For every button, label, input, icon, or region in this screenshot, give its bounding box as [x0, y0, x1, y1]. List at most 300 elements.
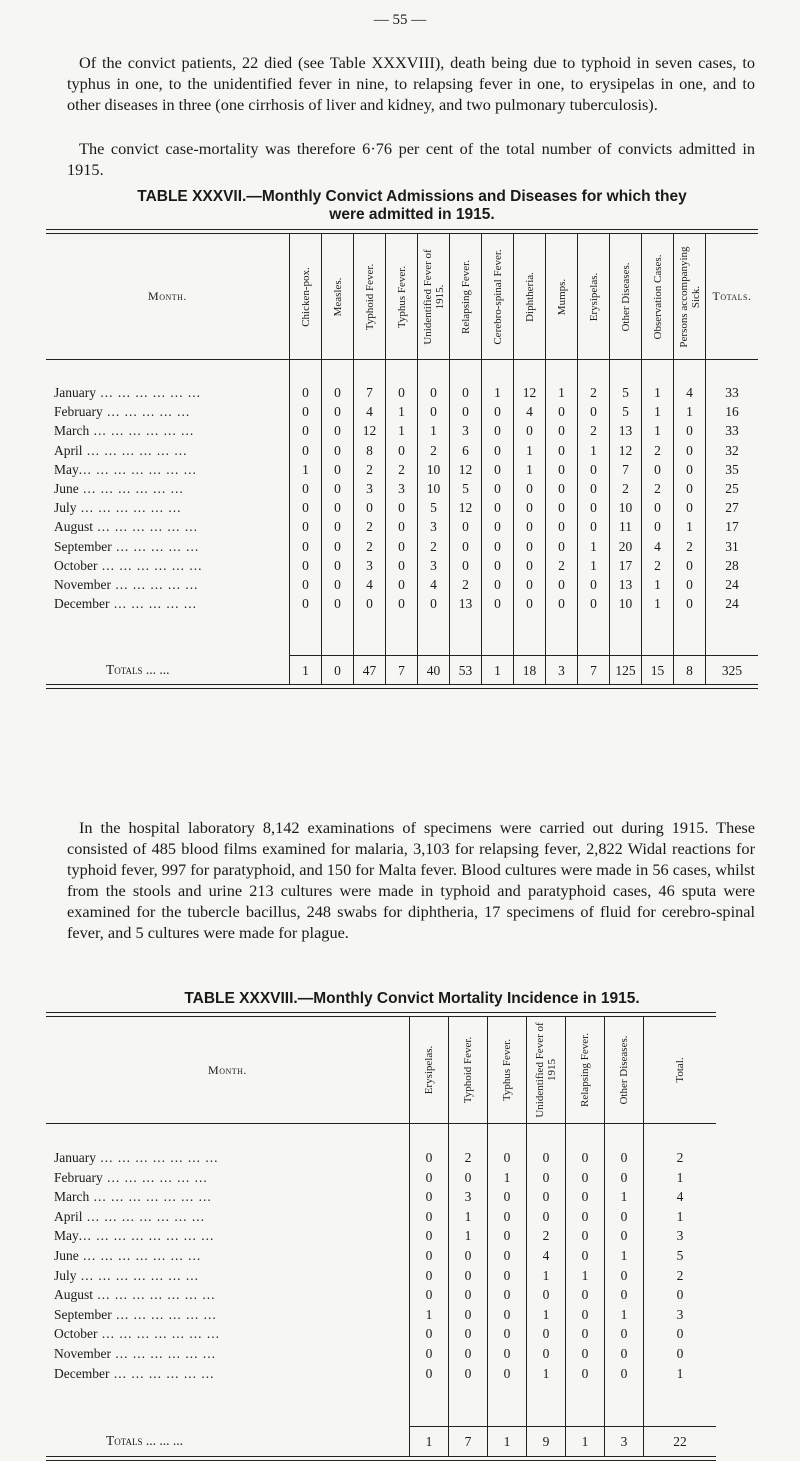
value-cell: 0 — [409, 1285, 448, 1305]
month-cell — [46, 594, 289, 613]
total-cell: 3 — [604, 1426, 643, 1456]
total-cell: 53 — [449, 655, 481, 684]
value-cell: 0 — [409, 1344, 448, 1364]
value-cell: 1 — [604, 1246, 643, 1266]
column-header — [577, 234, 609, 359]
value-cell: 0 — [604, 1266, 643, 1286]
value-cell: 0 — [385, 517, 417, 536]
value-cell: 7 — [353, 383, 385, 402]
value-cell: 0 — [289, 517, 321, 536]
value-cell: 0 — [545, 402, 577, 421]
column-header-text: Relapsing Fever. — [579, 1033, 591, 1107]
leader-dots: ... ... ... ... ... — [110, 576, 199, 592]
leader-dots: ... ... ... ... ... ... ... — [89, 1189, 212, 1205]
column-header-text: Mumps. — [555, 278, 568, 315]
month-cell — [46, 1305, 409, 1325]
value-cell: 4 — [353, 402, 385, 421]
paragraph-text: Of the convict patients, 22 died (see Table XXXVIII), death being due to typhoid in seven cases, to typhus in one, to the unidentified fever in nine, to relapsing fever in one, to erysipelas in one, and to other diseases in three (one cirrhosis of liver and kidney, and two pulmonary tuberculosis). — [67, 53, 755, 114]
total-cell: 1 — [487, 1426, 526, 1456]
value-cell: 0 — [545, 537, 577, 556]
column-header-text: Total. — [674, 1057, 686, 1083]
table-row — [46, 1364, 716, 1384]
value-cell: 0 — [487, 1305, 526, 1325]
value-cell: 1 — [641, 421, 673, 440]
spacer-cell — [643, 1124, 716, 1148]
table-row — [46, 441, 758, 460]
table-row — [46, 460, 758, 479]
value-cell: 0 — [604, 1168, 643, 1188]
value-cell: 0 — [321, 517, 353, 536]
table-row — [46, 1285, 716, 1305]
total-cell: 40 — [417, 655, 449, 684]
value-cell: 0 — [545, 594, 577, 613]
month-cell — [46, 1148, 409, 1168]
table-row — [46, 383, 758, 402]
spacer-cell — [604, 1383, 643, 1426]
column-header — [448, 1017, 487, 1123]
month-name: December — [54, 1365, 110, 1381]
month-cell — [46, 1168, 409, 1188]
month-cell — [46, 1344, 409, 1364]
value-cell: 0 — [409, 1364, 448, 1384]
value-cell: 1 — [641, 383, 673, 402]
table-row — [46, 402, 758, 421]
value-cell: 0 — [321, 498, 353, 517]
value-cell: 3 — [353, 479, 385, 498]
table-row — [46, 498, 758, 517]
spacer-cell — [526, 1124, 565, 1148]
leader-dots: ... ... ... ... ... ... — [102, 1169, 208, 1185]
leader-dots: ... ... ... ... ... ... — [111, 1306, 217, 1322]
leader-dots: ... ... ... ... ... ... — [78, 480, 184, 496]
value-cell: 0 — [487, 1266, 526, 1286]
total-cell: 18 — [513, 655, 545, 684]
value-cell: 0 — [448, 1168, 487, 1188]
value-cell: 0 — [526, 1285, 565, 1305]
value-cell: 2 — [641, 556, 673, 575]
column-header — [321, 234, 353, 359]
value-cell: 0 — [409, 1207, 448, 1227]
value-cell: 27 — [705, 498, 758, 517]
spacer-row — [46, 360, 758, 383]
table-row — [46, 1187, 716, 1207]
value-cell: 0 — [673, 460, 705, 479]
value-cell: 0 — [448, 1344, 487, 1364]
spacer-cell — [353, 613, 385, 655]
spacer-cell — [673, 613, 705, 655]
value-cell: 13 — [449, 594, 481, 613]
value-cell: 2 — [526, 1226, 565, 1246]
value-cell: 1 — [417, 421, 449, 440]
total-cell: 15 — [641, 655, 673, 684]
value-cell: 1 — [513, 441, 545, 460]
total-cell: 22 — [643, 1426, 716, 1456]
value-cell: 2 — [643, 1148, 716, 1168]
value-cell: 0 — [481, 479, 513, 498]
value-cell: 0 — [513, 421, 545, 440]
month-name: May — [54, 1228, 79, 1244]
value-cell: 4 — [673, 383, 705, 402]
totals-header: Totals. — [705, 234, 758, 359]
value-cell: 0 — [643, 1324, 716, 1344]
table-row — [46, 1148, 716, 1168]
column-header-text: Typhoid Fever. — [462, 1036, 474, 1104]
value-cell: 4 — [417, 575, 449, 594]
value-cell: 0 — [565, 1148, 604, 1168]
value-cell: 0 — [577, 498, 609, 517]
value-cell: 1 — [565, 1266, 604, 1286]
value-cell: 0 — [385, 556, 417, 575]
month-cell — [46, 1285, 409, 1305]
spacer-cell — [577, 613, 609, 655]
total-cell: 3 — [545, 655, 577, 684]
value-cell: 0 — [289, 441, 321, 460]
spacer-cell — [705, 360, 758, 383]
month-name: November — [54, 1345, 111, 1361]
column-header-text: Persons accompanying Sick. — [677, 245, 702, 348]
value-cell: 2 — [577, 421, 609, 440]
column-header-text: Typhus Fever. — [501, 1038, 513, 1102]
value-cell: 0 — [321, 537, 353, 556]
value-cell: 3 — [417, 517, 449, 536]
month-cell — [46, 1207, 409, 1227]
value-cell: 32 — [705, 441, 758, 460]
spacer-cell — [417, 613, 449, 655]
month-cell — [46, 383, 289, 402]
spacer-cell — [448, 1383, 487, 1426]
spacer-cell — [481, 613, 513, 655]
total-cell: 8 — [673, 655, 705, 684]
value-cell: 1 — [604, 1187, 643, 1207]
month-name: August — [54, 1287, 94, 1303]
value-cell: 0 — [513, 575, 545, 594]
value-cell: 8 — [353, 441, 385, 460]
value-cell: 0 — [487, 1285, 526, 1305]
total-cell: 1 — [289, 655, 321, 684]
value-cell: 0 — [385, 537, 417, 556]
value-cell: 1 — [385, 402, 417, 421]
leader-dots: ... ... ... ... ... ... ... — [76, 1267, 200, 1283]
month-name: January — [54, 1150, 96, 1165]
value-cell: 0 — [641, 498, 673, 517]
value-cell: 0 — [409, 1266, 448, 1286]
value-cell: 0 — [577, 479, 609, 498]
column-header — [673, 234, 705, 359]
column-header-text: Erysipelas. — [423, 1045, 435, 1095]
value-cell: 0 — [448, 1305, 487, 1325]
value-cell: 0 — [526, 1187, 565, 1207]
leader-dots: ... ... ... ... ... ... ... — [95, 1150, 219, 1165]
month-name: March — [54, 1189, 90, 1205]
value-cell: 0 — [448, 1246, 487, 1266]
value-cell: 0 — [513, 479, 545, 498]
column-header — [641, 234, 673, 359]
month-name: March — [54, 423, 90, 439]
value-cell: 0 — [487, 1226, 526, 1246]
value-cell: 24 — [705, 575, 758, 594]
value-cell: 1 — [487, 1168, 526, 1188]
value-cell: 1 — [643, 1364, 716, 1384]
value-cell: 0 — [577, 575, 609, 594]
spacer-cell — [526, 1383, 565, 1426]
month-cell — [46, 1266, 409, 1286]
value-cell: 17 — [609, 556, 641, 575]
month-name: June — [54, 480, 79, 496]
value-cell: 0 — [289, 479, 321, 498]
month-name: September — [54, 538, 112, 554]
value-cell: 0 — [487, 1187, 526, 1207]
month-cell — [46, 537, 289, 556]
table-row — [46, 594, 758, 613]
spacer-cell — [449, 613, 481, 655]
value-cell: 0 — [565, 1168, 604, 1188]
value-cell: 0 — [449, 402, 481, 421]
month-cell — [46, 460, 289, 479]
value-cell: 0 — [604, 1285, 643, 1305]
total-cell: 1 — [565, 1426, 604, 1456]
value-cell: 0 — [565, 1207, 604, 1227]
value-cell: 0 — [353, 498, 385, 517]
column-header — [565, 1017, 604, 1123]
value-cell: 0 — [526, 1168, 565, 1188]
column-header-text: Typhus Fever. — [395, 265, 408, 328]
value-cell: 1 — [577, 441, 609, 460]
column-header-text: Unidentified Fever of 1915 — [534, 1022, 558, 1118]
spacer-cell — [545, 613, 577, 655]
value-cell: 0 — [577, 594, 609, 613]
column-header-text: Typhoid Fever. — [363, 263, 376, 330]
month-cell — [46, 1364, 409, 1384]
month-name: February — [54, 404, 103, 420]
spacer-cell — [289, 613, 321, 655]
value-cell: 1 — [604, 1305, 643, 1325]
value-cell: 3 — [643, 1305, 716, 1325]
value-cell: 24 — [705, 594, 758, 613]
leader-dots: ... ... ... ... ... ... ... — [82, 1208, 205, 1224]
value-cell: 0 — [673, 498, 705, 517]
value-cell: 3 — [643, 1226, 716, 1246]
value-cell: 0 — [565, 1344, 604, 1364]
value-cell: 12 — [449, 460, 481, 479]
value-cell: 28 — [705, 556, 758, 575]
value-cell: 0 — [673, 479, 705, 498]
table-row — [46, 1168, 716, 1188]
table-bottom-rule — [46, 684, 758, 689]
spacer-cell — [565, 1124, 604, 1148]
spacer-cell — [673, 360, 705, 383]
leader-dots: ... ... ... ... ... ... — [109, 1365, 215, 1381]
value-cell: 0 — [481, 421, 513, 440]
totals-label: Totals ... ... — [106, 662, 170, 678]
spacer-cell — [385, 613, 417, 655]
value-cell: 0 — [481, 556, 513, 575]
table-37-caption — [67, 188, 757, 224]
value-cell: 1 — [641, 594, 673, 613]
column-header-text: Other Diseases. — [619, 261, 632, 332]
column-header-text: Cerebro-spinal Fever. — [491, 248, 504, 345]
total-cell: 1 — [409, 1426, 448, 1456]
table-row — [46, 537, 758, 556]
value-cell: 0 — [289, 575, 321, 594]
value-cell: 3 — [417, 556, 449, 575]
value-cell: 2 — [417, 441, 449, 460]
value-cell: 0 — [481, 575, 513, 594]
value-cell: 25 — [705, 479, 758, 498]
value-cell: 3 — [449, 421, 481, 440]
value-cell: 0 — [673, 594, 705, 613]
table-row — [46, 1226, 716, 1246]
value-cell: 35 — [705, 460, 758, 479]
leader-dots: ... ... ... ... ... ... — [82, 442, 188, 458]
value-cell: 2 — [673, 537, 705, 556]
value-cell: 0 — [321, 402, 353, 421]
value-cell: 0 — [409, 1168, 448, 1188]
value-cell: 0 — [545, 575, 577, 594]
value-cell: 0 — [565, 1285, 604, 1305]
value-cell: 1 — [481, 383, 513, 402]
paragraph-laboratory — [67, 817, 755, 943]
spacer-cell — [609, 613, 641, 655]
value-cell: 1 — [643, 1207, 716, 1227]
value-cell: 1 — [409, 1305, 448, 1325]
column-header — [449, 234, 481, 359]
month-cell — [46, 1246, 409, 1266]
total-cell: 325 — [705, 655, 758, 684]
spacer-cell — [487, 1383, 526, 1426]
value-cell: 0 — [526, 1148, 565, 1168]
month-header: Month. — [208, 1062, 247, 1077]
value-cell: 1 — [448, 1207, 487, 1227]
value-cell: 0 — [481, 517, 513, 536]
value-cell: 0 — [409, 1226, 448, 1246]
value-cell: 3 — [353, 556, 385, 575]
month-name: December — [54, 596, 110, 612]
value-cell: 0 — [565, 1364, 604, 1384]
value-cell: 0 — [417, 383, 449, 402]
leader-dots: ... ... ... ... ... ... ... — [78, 1247, 202, 1263]
value-cell: 0 — [289, 556, 321, 575]
month-cell — [46, 402, 289, 421]
column-header — [526, 1017, 565, 1123]
month-cell — [46, 517, 289, 536]
value-cell: 17 — [705, 517, 758, 536]
value-cell: 2 — [641, 479, 673, 498]
table-bottom-rule — [46, 1456, 716, 1461]
table-row — [46, 1207, 716, 1227]
value-cell: 0 — [545, 498, 577, 517]
table-row — [46, 1246, 716, 1266]
value-cell: 31 — [705, 537, 758, 556]
table-row — [46, 1344, 716, 1364]
spacer-cell — [289, 360, 321, 383]
value-cell: 3 — [448, 1187, 487, 1207]
value-cell: 0 — [643, 1285, 716, 1305]
month-name: September — [54, 1306, 112, 1322]
value-cell: 1 — [673, 402, 705, 421]
total-cell: 47 — [353, 655, 385, 684]
spacer-cell — [545, 360, 577, 383]
month-name: February — [54, 1169, 103, 1185]
spacer-cell — [643, 1383, 716, 1426]
month-cell — [46, 1226, 409, 1246]
value-cell: 0 — [545, 441, 577, 460]
month-cell — [46, 575, 289, 594]
spacer-cell — [409, 1383, 448, 1426]
table-row — [46, 421, 758, 440]
leader-dots: ... ... ... ... ... ... ... — [97, 1326, 220, 1342]
column-header — [609, 234, 641, 359]
value-cell: 0 — [526, 1207, 565, 1227]
value-cell: 0 — [289, 421, 321, 440]
column-header — [487, 1017, 526, 1123]
value-cell: 0 — [513, 594, 545, 613]
value-cell: 1 — [385, 421, 417, 440]
value-cell: 1 — [448, 1226, 487, 1246]
spacer-cell — [705, 613, 758, 655]
leader-dots: ... ... ... ... ... ... ... — [93, 1287, 216, 1303]
value-cell: 0 — [321, 556, 353, 575]
value-cell: 0 — [487, 1324, 526, 1344]
leader-dots: ... ... ... ... ... ... — [110, 1345, 216, 1361]
value-cell: 4 — [526, 1246, 565, 1266]
value-cell: 12 — [513, 383, 545, 402]
month-name: October — [54, 1326, 98, 1342]
spacer-cell — [604, 1124, 643, 1148]
value-cell: 4 — [353, 575, 385, 594]
value-cell: 0 — [417, 402, 449, 421]
column-header-text: Erysipelas. — [587, 272, 600, 321]
column-header — [481, 234, 513, 359]
value-cell: 2 — [353, 517, 385, 536]
leader-dots: ... ... ... ... ... ... — [97, 557, 203, 573]
spacer-cell — [641, 613, 673, 655]
totals-row — [46, 655, 758, 684]
value-cell: 10 — [417, 460, 449, 479]
value-cell: 0 — [321, 460, 353, 479]
value-cell: 0 — [565, 1305, 604, 1325]
value-cell: 0 — [577, 517, 609, 536]
total-cell: 0 — [321, 655, 353, 684]
column-header-text: Observation Cases. — [651, 254, 664, 339]
table-row — [46, 575, 758, 594]
value-cell: 12 — [449, 498, 481, 517]
value-cell: 0 — [487, 1148, 526, 1168]
value-cell: 16 — [705, 402, 758, 421]
table-row — [46, 556, 758, 575]
column-header — [417, 234, 449, 359]
page-number: — 55 — — [373, 12, 427, 28]
value-cell: 6 — [449, 441, 481, 460]
month-cell — [46, 479, 289, 498]
value-cell: 12 — [609, 441, 641, 460]
value-cell: 7 — [609, 460, 641, 479]
value-cell: 0 — [673, 441, 705, 460]
value-cell: 2 — [449, 575, 481, 594]
value-cell: 2 — [353, 460, 385, 479]
column-header — [643, 1017, 716, 1123]
value-cell: 0 — [673, 575, 705, 594]
leader-dots: ... ... ... ... ... ... — [95, 385, 201, 400]
value-cell: 0 — [641, 460, 673, 479]
month-name: April — [54, 1208, 83, 1224]
value-cell: 0 — [448, 1285, 487, 1305]
month-cell — [46, 1324, 409, 1344]
column-header — [604, 1017, 643, 1123]
value-cell: 1 — [577, 556, 609, 575]
table-row — [46, 517, 758, 536]
value-cell: 1 — [577, 537, 609, 556]
spacer-cell — [513, 613, 545, 655]
